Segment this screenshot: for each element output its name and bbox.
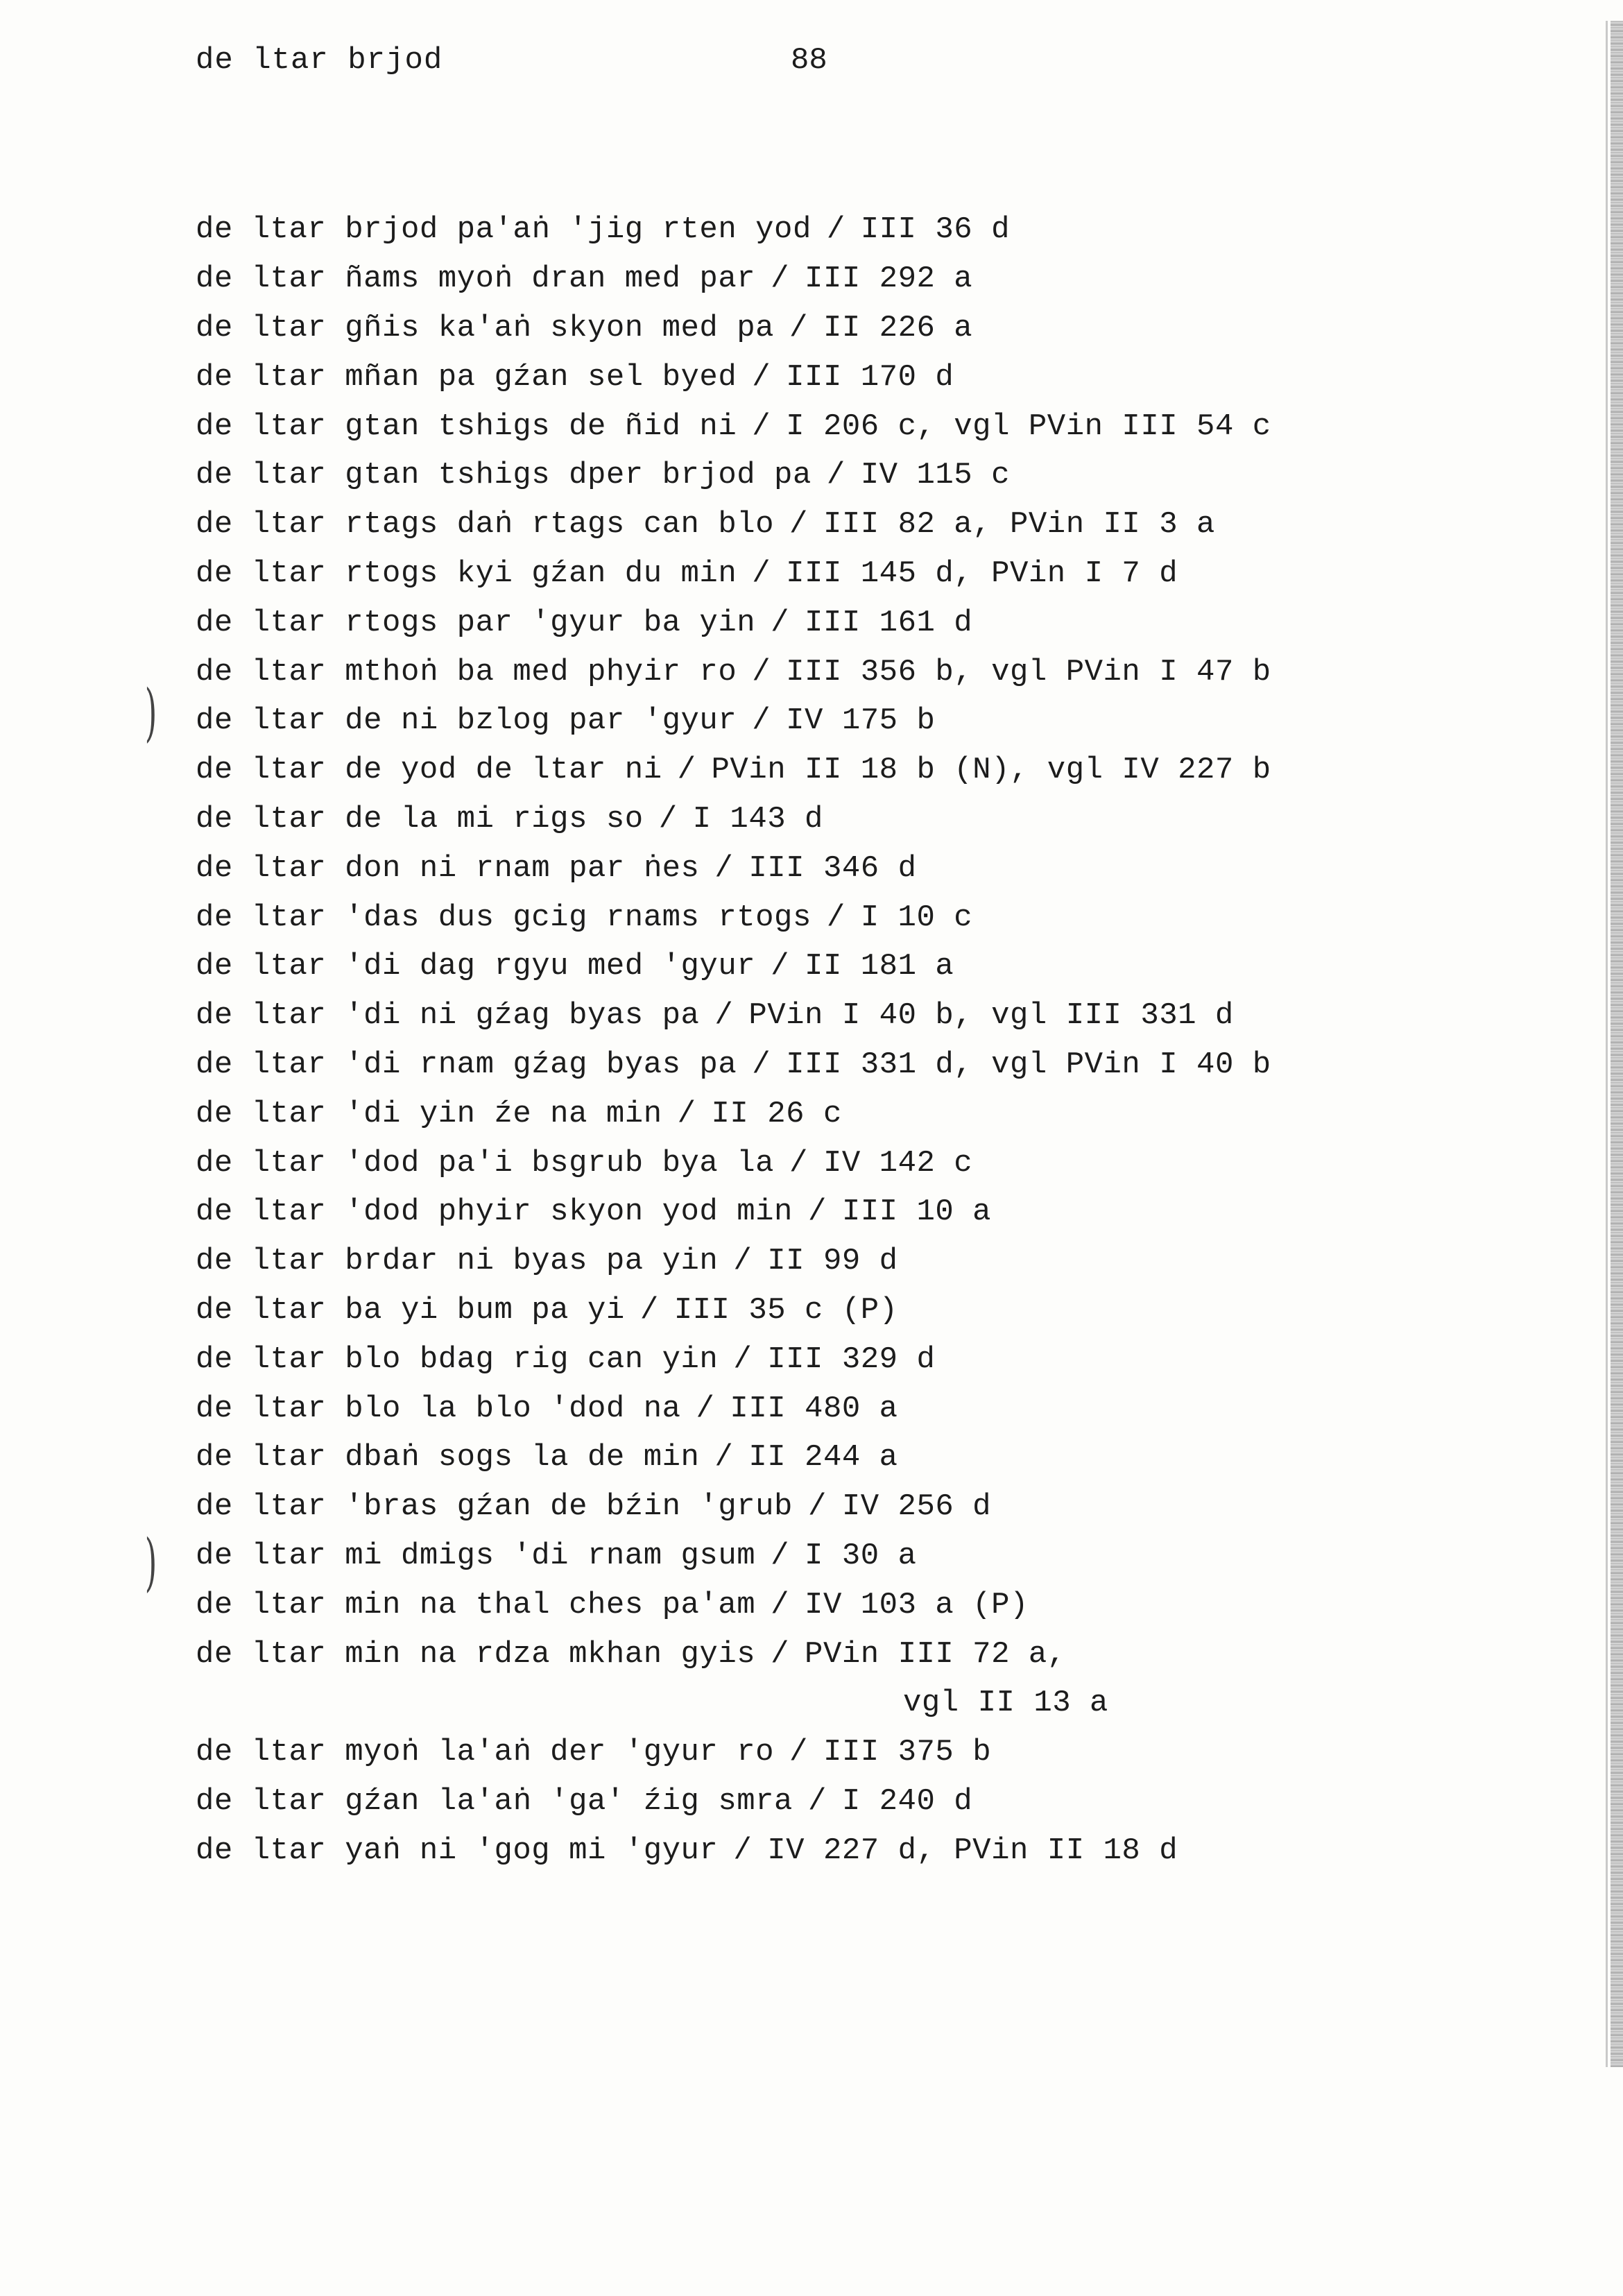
entry-separator: /: [658, 801, 678, 837]
entry-reference: III 292 a: [805, 262, 973, 297]
entry-verse: de ltar mi dmigs 'di rnam gsum: [196, 1538, 756, 1573]
entry-verse: de ltar 'dod pa'i bsgrub bya la: [196, 1145, 775, 1181]
index-entry-continuation: [196, 1679, 1513, 1728]
entry-verse: de ltar gźan la'aṅ 'ga' źig smra: [196, 1783, 793, 1819]
entry-reference: II 26 c: [711, 1096, 842, 1131]
entry-verse: de ltar rtogs kyi gźan du min: [196, 556, 737, 591]
index-entry-list: [196, 205, 1513, 1875]
entry-reference: III 170 d: [786, 359, 954, 395]
entry-separator: /: [752, 654, 771, 689]
entry-verse: de ltar mñan pa gźan sel byed: [196, 359, 737, 395]
entry-verse: de ltar 'dod phyir skyon yod min: [196, 1194, 793, 1230]
entry-separator: /: [714, 850, 734, 886]
entry-separator: /: [789, 310, 808, 345]
index-entry: [196, 255, 1513, 304]
index-entry: [196, 1089, 1513, 1138]
entry-separator: /: [771, 605, 790, 640]
index-entry: [196, 549, 1513, 599]
entry-separator: /: [807, 1194, 827, 1230]
entry-verse: de ltar gñis ka'aṅ skyon med pa: [196, 310, 775, 345]
entry-verse: de ltar min na rdza mkhan gyis: [196, 1636, 756, 1672]
entry-verse: de ltar gtan tshigs dper brjod pa: [196, 458, 812, 493]
entry-verse: de ltar gtan tshigs de ñid ni: [196, 409, 737, 444]
entry-reference: III 36 d: [860, 212, 1010, 248]
entry-verse: de ltar yaṅ ni 'gog mi 'gyur: [196, 1833, 719, 1868]
scan-edge-shadow: [1611, 21, 1623, 2067]
entry-verse: de ltar 'di rnam gźag byas pa: [196, 1047, 737, 1082]
entry-reference: IV 227 d, PVin II 18 d: [767, 1833, 1178, 1868]
entry-reference: III 331 d, vgl PVin I 40 b: [786, 1047, 1271, 1082]
entry-separator: /: [752, 703, 771, 739]
entry-reference: I 10 c: [860, 900, 973, 935]
entry-reference: I 143 d: [692, 801, 823, 837]
index-entry: [196, 1040, 1513, 1090]
entry-verse: de ltar de yod de ltar ni: [196, 753, 662, 788]
index-entry: [196, 1532, 1513, 1581]
index-entry: [196, 696, 1513, 746]
index-entry: [196, 1728, 1513, 1777]
entry-separator: /: [752, 359, 771, 395]
entry-verse: de ltar brjod pa'aṅ 'jig rten yod: [196, 212, 812, 248]
index-entry: [196, 451, 1513, 500]
entry-separator: /: [771, 1538, 790, 1573]
entry-reference: II 181 a: [805, 949, 954, 984]
entry-separator: /: [807, 1489, 827, 1525]
index-entry: [196, 1580, 1513, 1629]
entry-verse: de ltar 'bras gźan de bźin 'grub: [196, 1489, 793, 1525]
index-entry: [196, 1335, 1513, 1384]
entry-reference: II 226 a: [823, 310, 973, 345]
entry-reference: I 30 a: [805, 1538, 917, 1573]
entry-separator: /: [771, 262, 790, 297]
index-entry: [196, 1629, 1513, 1679]
entry-reference: IV 175 b: [786, 703, 936, 739]
entry-reference: II 244 a: [748, 1440, 898, 1475]
entry-verse: de ltar 'di dag rgyu med 'gyur: [196, 949, 756, 984]
index-entry: [196, 843, 1513, 893]
index-entry: [196, 1384, 1513, 1433]
entry-reference: IV 256 d: [841, 1489, 992, 1525]
scan-edge-line: [1606, 21, 1608, 2067]
entry-separator: /: [771, 1587, 790, 1622]
entry-reference: III 82 a, PVin II 3 a: [823, 507, 1215, 542]
entry-reference: III 346 d: [748, 850, 917, 886]
entry-verse: de ltar brdar ni byas pa yin: [196, 1244, 719, 1279]
index-entry: [196, 1237, 1513, 1286]
entry-reference: III 145 d, PVin I 7 d: [786, 556, 1178, 591]
entry-reference: III 161 d: [805, 605, 973, 640]
margin-bracket-mark: ): [144, 676, 157, 749]
entry-reference: III 480 a: [730, 1391, 898, 1426]
entry-reference: III 10 a: [841, 1194, 992, 1230]
index-entry: [196, 746, 1513, 795]
entry-verse: de ltar 'di yin źe na min: [196, 1096, 662, 1131]
margin-bracket-mark: ): [144, 1526, 157, 1599]
entry-separator: /: [714, 998, 734, 1034]
entry-reference: III 375 b: [823, 1735, 992, 1770]
entry-verse: de ltar rtogs par 'gyur ba yin: [196, 605, 756, 640]
index-entry: [196, 1482, 1513, 1532]
entry-separator: /: [771, 949, 790, 984]
entry-reference: III 329 d: [767, 1342, 936, 1377]
entry-reference: IV 115 c: [860, 458, 1010, 493]
entry-verse: de ltar 'das dus gcig rnams rtogs: [196, 900, 812, 935]
index-entry: [196, 1286, 1513, 1335]
index-entry: [196, 352, 1513, 402]
entry-verse: de ltar min na thal ches pa'am: [196, 1587, 756, 1622]
entry-separator: /: [789, 1735, 808, 1770]
entry-separator: /: [752, 1047, 771, 1082]
entry-separator: /: [733, 1833, 753, 1868]
entry-reference: III 35 c (P): [673, 1292, 898, 1328]
entry-reference: I 240 d: [841, 1783, 973, 1819]
entry-verse: de ltar ñams myoṅ dran med par: [196, 262, 756, 297]
entry-verse: de ltar don ni rnam par ṅes: [196, 850, 700, 886]
entry-verse: de ltar dbaṅ sogs la de min: [196, 1440, 700, 1475]
entry-verse: de ltar de ni bzlog par 'gyur: [196, 703, 737, 739]
entry-separator: /: [752, 556, 771, 591]
index-entry: [196, 1433, 1513, 1482]
entry-verse: de ltar blo bdag rig can yin: [196, 1342, 719, 1377]
entry-reference: PVin III 72 a,: [805, 1636, 1066, 1672]
index-entry: [196, 1777, 1513, 1826]
entry-verse: de ltar mthoṅ ba med phyir ro: [196, 654, 737, 689]
index-entry: [196, 942, 1513, 991]
entry-verse: de ltar myoṅ la'aṅ der 'gyur ro: [196, 1735, 775, 1770]
index-entry: [196, 893, 1513, 942]
entry-verse: de ltar de la mi rigs so: [196, 801, 644, 837]
index-entry: [196, 304, 1513, 353]
index-entry: [196, 598, 1513, 647]
entry-separator: /: [696, 1391, 715, 1426]
entry-separator: /: [639, 1292, 659, 1328]
entry-separator: /: [771, 1636, 790, 1672]
entry-separator: /: [826, 212, 845, 248]
entry-reference: PVin II 18 b (N), vgl IV 227 b: [711, 753, 1271, 788]
index-entry: [196, 205, 1513, 255]
entry-separator: /: [789, 1145, 808, 1181]
entry-separator: /: [752, 409, 771, 444]
index-entry: [196, 1826, 1513, 1875]
entry-reference: IV 142 c: [823, 1145, 973, 1181]
entry-reference: IV 103 a (P): [805, 1587, 1029, 1622]
entry-separator: /: [677, 753, 696, 788]
entry-separator: /: [807, 1783, 827, 1819]
entry-verse: de ltar ba yi bum pa yi: [196, 1292, 625, 1328]
index-entry: [196, 991, 1513, 1040]
entry-verse: de ltar 'di ni gźag byas pa: [196, 998, 700, 1034]
entry-verse: de ltar blo la blo 'dod na: [196, 1391, 681, 1426]
entry-separator: /: [789, 507, 808, 542]
entry-reference: vgl II 13 a: [903, 1686, 1108, 1721]
page-number: 88: [791, 43, 827, 78]
index-entry: [196, 402, 1513, 451]
running-header: de ltar brjod: [196, 43, 443, 78]
entry-separator: /: [677, 1096, 696, 1131]
entry-separator: /: [826, 458, 845, 493]
entry-verse: de ltar rtags daṅ rtags can blo: [196, 507, 775, 542]
index-entry: [196, 500, 1513, 549]
entry-separator: /: [826, 900, 845, 935]
index-entry: [196, 647, 1513, 696]
entry-separator: /: [733, 1342, 753, 1377]
entry-reference: PVin I 40 b, vgl III 331 d: [748, 998, 1234, 1034]
entry-reference: III 356 b, vgl PVin I 47 b: [786, 654, 1271, 689]
entry-separator: /: [733, 1244, 753, 1279]
index-entry: [196, 795, 1513, 844]
entry-reference: II 99 d: [767, 1244, 898, 1279]
index-entry: [196, 1138, 1513, 1188]
entry-separator: /: [714, 1440, 734, 1475]
index-entry: [196, 1188, 1513, 1237]
entry-reference: I 206 c, vgl PVin III 54 c: [786, 409, 1271, 444]
